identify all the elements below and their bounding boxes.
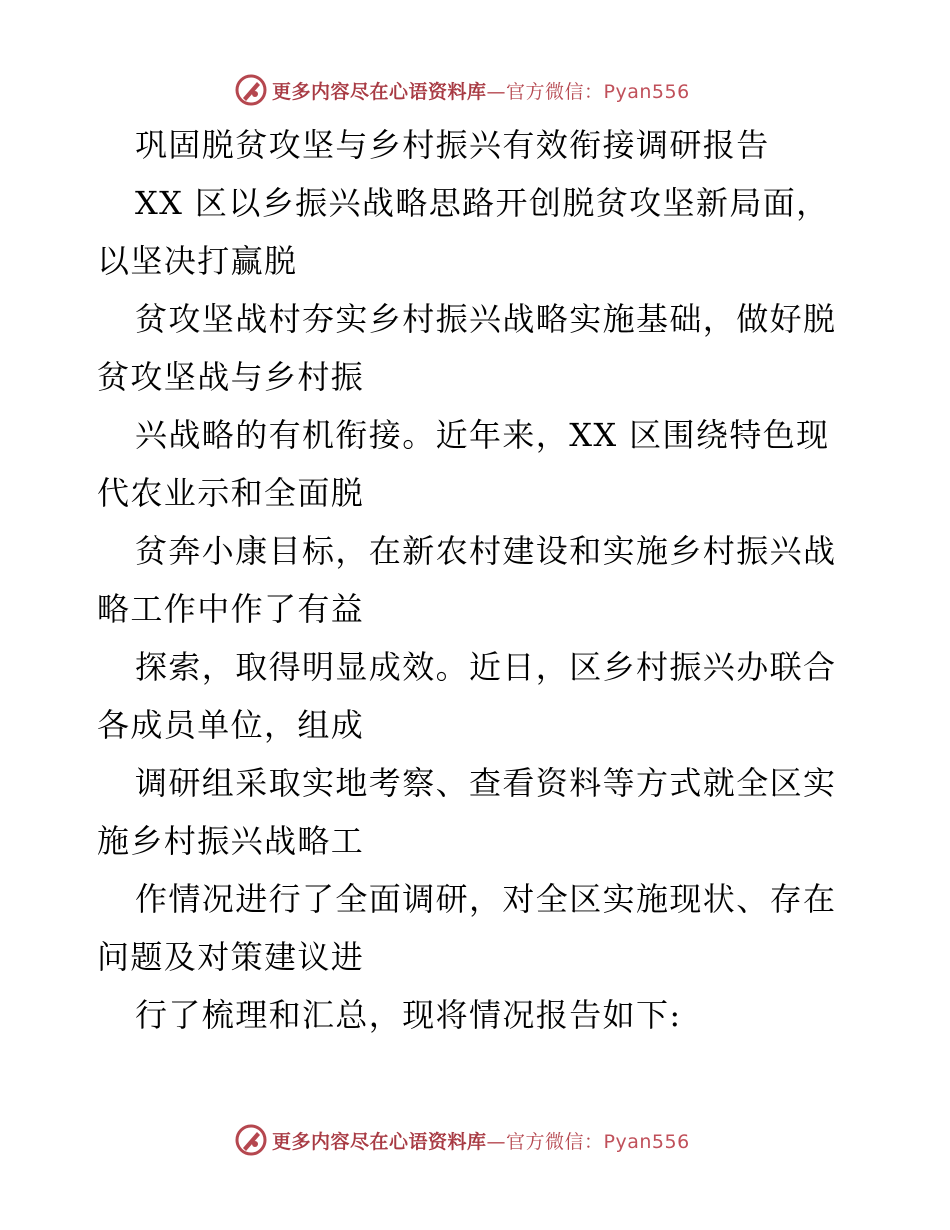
- watermark-banner-top: [234, 72, 690, 108]
- pen-logo-icon: [234, 1123, 268, 1157]
- text-line: 各成员单位，组成: [97, 706, 365, 744]
- text-line: 略工作中作了有益: [97, 590, 365, 628]
- watermark-text: 更多内容尽在心语资料库—官方微信：Pyan556: [272, 1130, 690, 1153]
- text-line: 行了梳理和汇总，现将情况报告如下:: [135, 996, 682, 1034]
- text-line: 施乡村振兴战略工: [97, 822, 365, 860]
- text-line: 贫攻坚战村夯实乡村振兴战略实施基础，做好脱: [135, 300, 837, 338]
- document-title: 巩固脱贫攻坚与乡村振兴有效衔接调研报告: [135, 126, 770, 164]
- watermark-text: 更多内容尽在心语资料库—官方微信：Pyan556: [272, 80, 690, 103]
- watermark-banner-bottom: [234, 1122, 690, 1158]
- pen-logo-icon: [234, 73, 268, 107]
- text-line: 调研组采取实地考察、查看资料等方式就全区实: [135, 764, 837, 802]
- text-line: 作情况进行了全面调研，对全区实施现状、存在: [135, 880, 837, 918]
- text-line: 贫奔小康目标，在新农村建设和实施乡村振兴战: [135, 532, 837, 570]
- text-line: 代农业示和全面脱: [97, 474, 365, 512]
- text-line: 兴战略的有机衔接。近年来，XX 区围绕特色现: [135, 416, 830, 454]
- text-line: XX 区以乡振兴战略思路开创脱贫攻坚新局面，: [135, 184, 830, 222]
- text-line: 贫攻坚战与乡村振: [97, 358, 365, 396]
- document-body: [97, 116, 857, 1044]
- text-line: 以坚决打赢脱: [97, 242, 298, 280]
- text-line: 问题及对策建议进: [97, 938, 365, 976]
- text-line: 探索，取得明显成效。近日，区乡村振兴办联合: [135, 648, 837, 686]
